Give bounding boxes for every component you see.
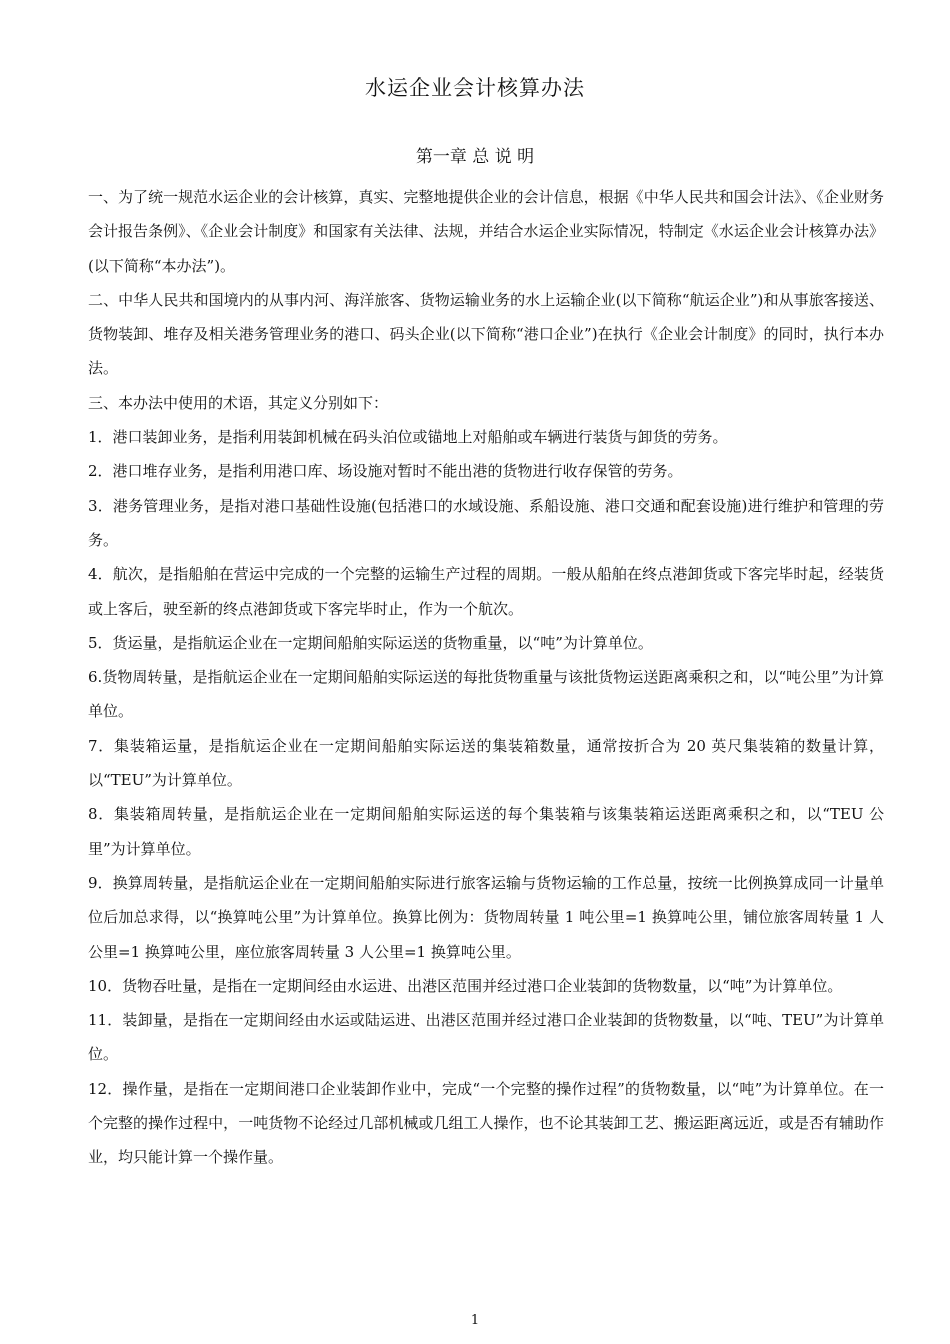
paragraph-term-1: 1．港口装卸业务，是指利用装卸机械在码头泊位或锚地上对船舶或车辆进行装货与卸货的劳务。	[88, 428, 728, 447]
paragraph-term-6: 6.货物周转量，是指航运企业在一定期间船舶实际运送的每批货物重量与该批货物运送距离乘积之和，以“吨公里”为计算单位。	[88, 668, 884, 721]
paragraph-term-2: 2．港口堆存业务，是指利用港口库、场设施对暂时不能出港的货物进行收存保管的劳务。	[88, 462, 683, 481]
paragraph-term-12: 12．操作量，是指在一定期间港口企业装卸作业中，完成“一个完整的操作过程”的货物数量，以“吨”为计算单位。在一个完整的操作过程中，一吨货物不论经过几部机械或几组工人操作，也不论其装卸工艺、搬运距离远近，或是否有辅助作业，均只能计算一个操作量。	[88, 1079, 884, 1167]
paragraph-intro-1: 一、为了统一规范水运企业的会计核算，真实、完整地提供企业的会计信息，根据《中华人民共和国会计法》、《企业财务会计报告条例》、《企业会计制度》和国家有关法律、法规，并结合水运企业实际情况，特制定《水运企业会计核算办法》(以下简称“本办法”)。	[88, 188, 884, 275]
paragraph-term-5: 5．货运量，是指航运企业在一定期间船舶实际运送的货物重量，以“吨”为计算单位。	[88, 633, 653, 652]
paragraph-term-7: 7．集装箱运量，是指航运企业在一定期间船舶实际运送的集装箱数量，通常按折合为 20 英尺集装箱的数量计算，以“TEU”为计算单位。	[88, 736, 884, 790]
paragraph-term-4: 4．航次，是指船舶在营运中完成的一个完整的运输生产过程的周期。一般从船舶在终点港卸货或下客完毕时起，经装货或上客后，驶至新的终点港卸货或下客完毕时止，作为一个航次。	[88, 565, 884, 618]
chapter-heading: 第一章 总 说 明	[415, 147, 535, 167]
paragraph-term-3: 3．港务管理业务，是指对港口基础性设施(包括港口的水域设施、系船设施、港口交通和配套设施)进行维护和管理的劳务。	[88, 496, 884, 549]
paragraph-term-8: 8．集装箱周转量，是指航运企业在一定期间船舶实际运送的每个集装箱与该集装箱运送距离乘积之和，以“TEU 公里”为计算单位。	[88, 805, 884, 858]
paragraph-intro-3: 三、本办法中使用的术语，其定义分别如下：	[88, 393, 389, 412]
document-body	[88, 180, 884, 1175]
document-title: 水运企业会计核算办法	[365, 76, 585, 100]
paragraph-term-9: 9．换算周转量，是指航运企业在一定期间船舶实际进行旅客运输与货物运输的工作总量，按统一比例换算成同一计量单位后加总求得，以“换算吨公里”为计算单位。换算比例为：货物周转量 1 吨公里=1 换算吨公里，铺位旅客周转量 1 人公里=1 换算吨公里，座位旅客周转量 3 人公里=1 换算吨公里。	[88, 873, 884, 961]
paragraph-term-11: 11．装卸量，是指在一定期间经由水运或陆运进、出港区范围并经过港口企业装卸的货物数量，以“吨、TEU”为计算单位。	[88, 1011, 884, 1064]
page-number: 1	[470, 1313, 480, 1328]
paragraph-intro-2: 二、中华人民共和国境内的从事内河、海洋旅客、货物运输业务的水上运输企业(以下简称“航运企业”)和从事旅客接送、货物装卸、堆存及相关港务管理业务的港口、码头企业(以下简称“港口企业”)在执行《企业会计制度》的同时，执行本办法。	[88, 290, 884, 378]
paragraph-term-10: 10．货物吞吐量，是指在一定期间经由水运进、出港区范围并经过港口企业装卸的货物数量，以“吨”为计算单位。	[88, 976, 843, 995]
